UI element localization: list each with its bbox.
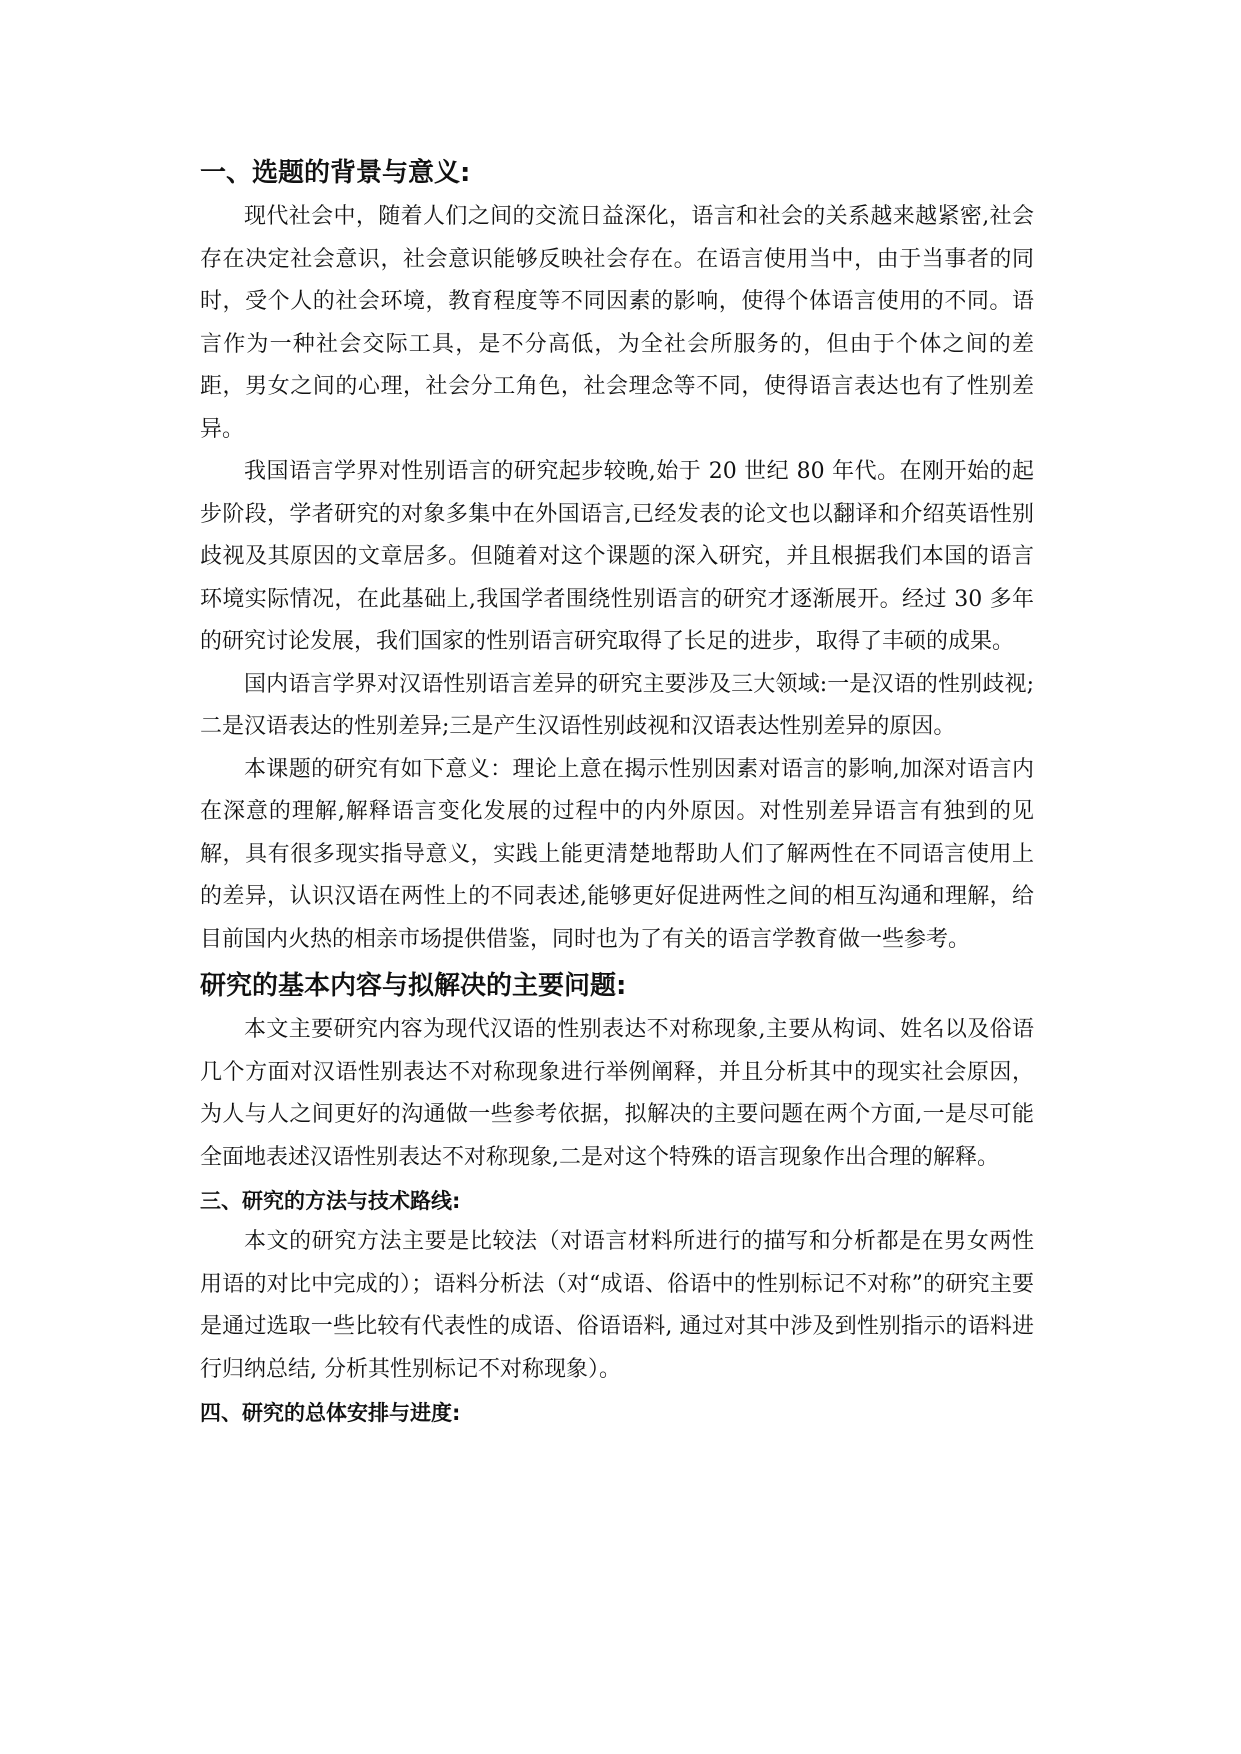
paragraph-background-1: 现代社会中，随着人们之间的交流日益深化，语言和社会的关系越来越紧密,社会存在决定社会意识，社会意识能够反映社会存在。在语言使用当中，由于当事者的同时，受个人的社会环境，教育程度等不同因素的影响，使得个体语言使用的不同。语言作为一种社会交际工具，是不分高低，为全社会所服务的，但由于个体之间的差距，男女之间的心理，社会分工角色，社会理念等不同，使得语言表达也有了性别差异。 (200, 204, 1034, 442)
paragraph-background-2: 我国语言学界对性别语言的研究起步较晚,始于 20 世纪 80 年代。在刚开始的起步阶段，学者研究的对象多集中在外国语言,已经发表的论文也以翻译和介绍英语性别歧视及其原因的文章居多。但随着对这个课题的深入研究，并且根据我们本国的语言环境实际情况，在此基础上,我国学者围绕性别语言的研究才逐渐展开。经过 30 多年的研究讨论发展，我们国家的性别语言研究取得了长足的进步，取得了丰硕的成果。 (200, 459, 1034, 654)
paragraph-significance: 本课题的研究有如下意义：理论上意在揭示性别因素对语言的影响,加深对语言内在深意的理解,解释语言变化发展的过程中的内外原因。对性别差异语言有独到的见解，具有很多现实指导意义，实践上能更清楚地帮助人们了解两性在不同语言使用上的差异，认识汉语在两性上的不同表述,能够更好促进两性之间的相互沟通和理解，给目前国内火热的相亲市场提供借鉴，同时也为了有关的语言学教育做一些参考。 (200, 756, 1034, 952)
section-heading-schedule: 四、研究的总体安排与进度: (200, 1401, 461, 1425)
section-heading-content: 研究的基本内容与拟解决的主要问题: (200, 971, 627, 1001)
section-heading-background: 一、选题的背景与意义: (200, 158, 471, 188)
paragraph-method: 本文的研究方法主要是比较法（对语言材料所进行的描写和分析都是在男女两性用语的对比中完成的）；语料分析法（对“成语、俗语中的性别标记不对称”的研究主要是通过选取一些比较有代表性的成语、俗语语料, 通过对其中涉及到性别指示的语料进行归纳总结, 分析其性别标记不对称现象）。 (200, 1229, 1034, 1382)
section-heading-method: 三、研究的方法与技术路线: (200, 1189, 461, 1213)
paragraph-background-3: 国内语言学界对汉语性别语言差异的研究主要涉及三大领域:一是汉语的性别歧视;二是汉语表达的性别差异;三是产生汉语性别歧视和汉语表达性别差异的原因。 (200, 671, 1034, 739)
document-page (200, 150, 1034, 1433)
paragraph-content: 本文主要研究内容为现代汉语的性别表达不对称现象,主要从构词、姓名以及俗语几个方面对汉语性别表达不对称现象进行举例阐释，并且分析其中的现实社会原因，为人与人之间更好的沟通做一些参考依据，拟解决的主要问题在两个方面,一是尽可能全面地表述汉语性别表达不对称现象,二是对这个特殊的语言现象作出合理的解释。 (200, 1017, 1034, 1170)
